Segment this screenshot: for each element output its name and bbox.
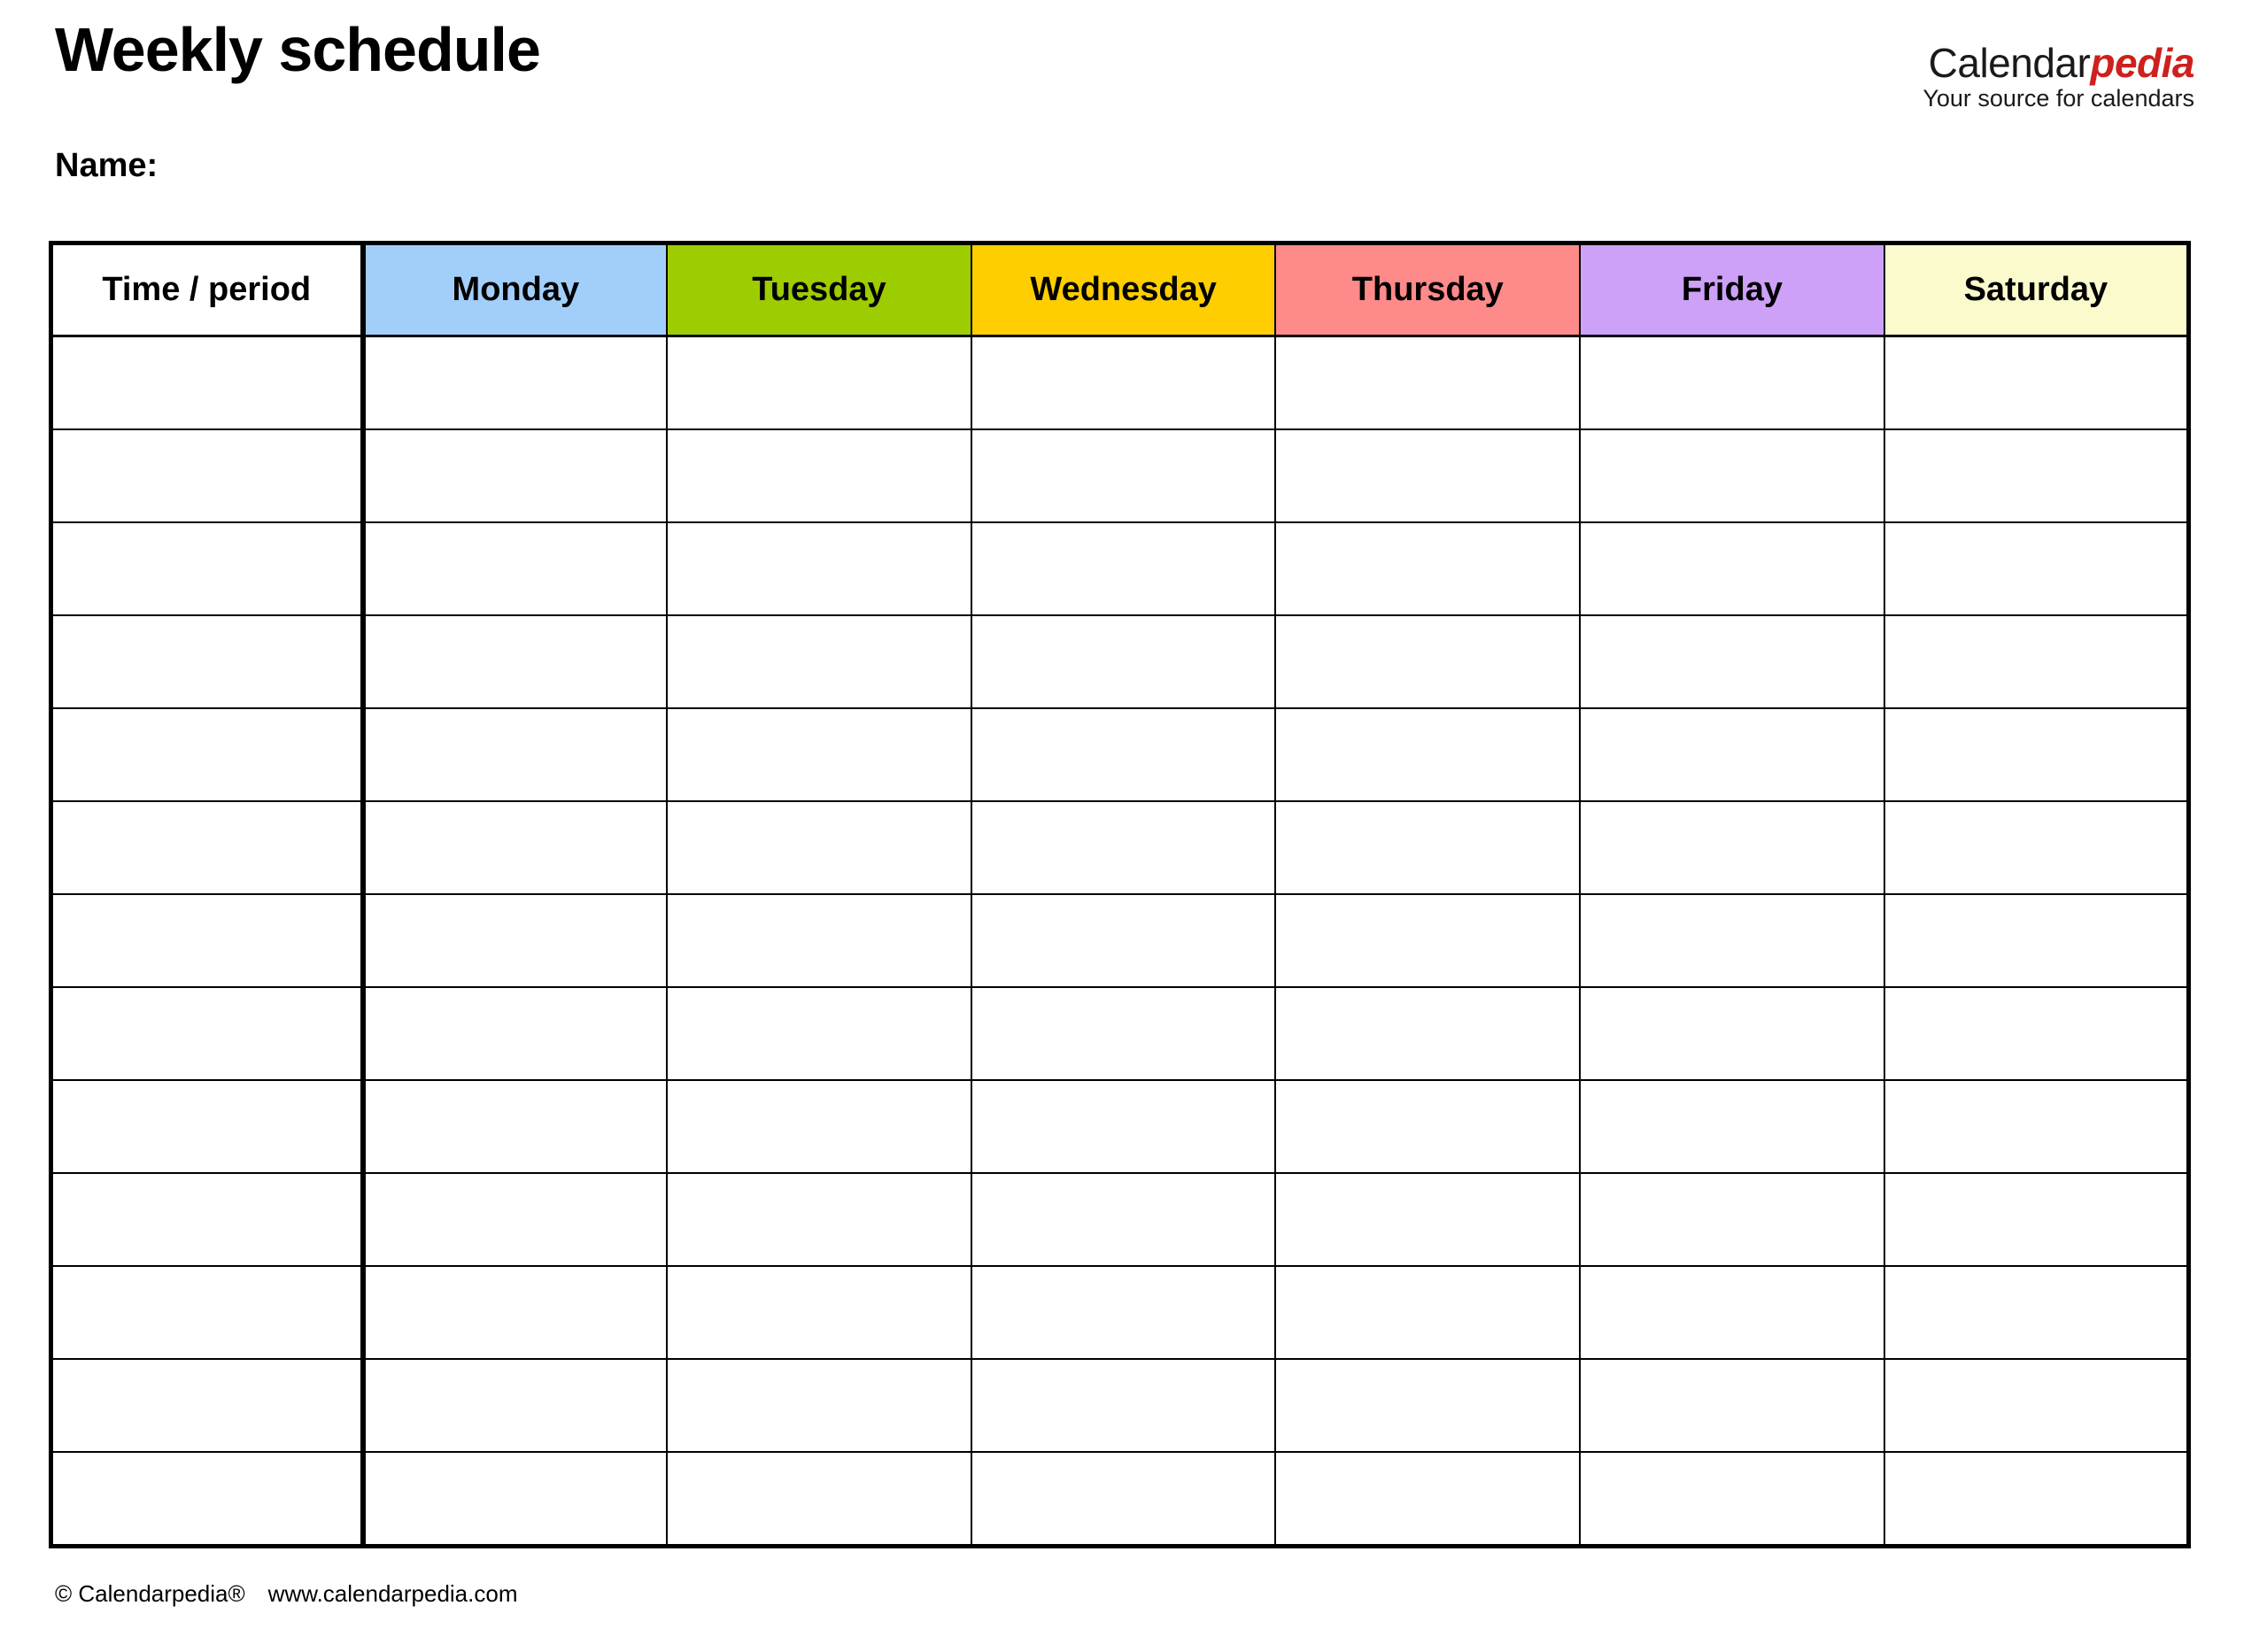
schedule-cell-tuesday[interactable]	[667, 1266, 971, 1359]
schedule-cell-wednesday[interactable]	[971, 801, 1276, 894]
time-period-cell[interactable]	[51, 1080, 363, 1173]
schedule-cell-thursday[interactable]	[1275, 894, 1580, 987]
time-period-cell[interactable]	[51, 987, 363, 1080]
time-period-cell[interactable]	[51, 522, 363, 615]
schedule-row	[51, 987, 2189, 1080]
schedule-row	[51, 1359, 2189, 1452]
schedule-cell-friday[interactable]	[1580, 894, 1884, 987]
schedule-cell-wednesday[interactable]	[971, 1173, 1276, 1266]
schedule-cell-friday[interactable]	[1580, 1173, 1884, 1266]
schedule-cell-friday[interactable]	[1580, 1452, 1884, 1547]
footer-website: www.calendarpedia.com	[267, 1580, 518, 1607]
weekly-schedule	[49, 241, 2191, 1548]
schedule-cell-friday[interactable]	[1580, 1266, 1884, 1359]
schedule-cell-friday[interactable]	[1580, 615, 1884, 708]
schedule-cell-monday[interactable]	[363, 801, 668, 894]
day-header-thursday: Thursday	[1275, 243, 1580, 336]
time-period-header: Time / period	[51, 243, 363, 336]
schedule-cell-saturday[interactable]	[1884, 708, 2189, 801]
weekly-schedule-table	[49, 241, 2191, 1548]
time-period-cell[interactable]	[51, 1173, 363, 1266]
schedule-cell-saturday[interactable]	[1884, 1359, 2189, 1452]
schedule-cell-monday[interactable]	[363, 336, 668, 430]
schedule-cell-wednesday[interactable]	[971, 708, 1276, 801]
schedule-cell-friday[interactable]	[1580, 987, 1884, 1080]
schedule-row	[51, 522, 2189, 615]
time-period-cell[interactable]	[51, 708, 363, 801]
schedule-cell-wednesday[interactable]	[971, 1452, 1276, 1547]
schedule-cell-friday[interactable]	[1580, 429, 1884, 522]
day-header-saturday: Saturday	[1884, 243, 2189, 336]
schedule-cell-tuesday[interactable]	[667, 708, 971, 801]
time-period-cell[interactable]	[51, 801, 363, 894]
schedule-cell-thursday[interactable]	[1275, 336, 1580, 430]
schedule-row	[51, 708, 2189, 801]
schedule-cell-thursday[interactable]	[1275, 708, 1580, 801]
schedule-cell-thursday[interactable]	[1275, 1173, 1580, 1266]
schedule-cell-monday[interactable]	[363, 615, 668, 708]
schedule-cell-friday[interactable]	[1580, 522, 1884, 615]
schedule-cell-wednesday[interactable]	[971, 615, 1276, 708]
schedule-cell-thursday[interactable]	[1275, 1359, 1580, 1452]
schedule-cell-monday[interactable]	[363, 522, 668, 615]
schedule-cell-tuesday[interactable]	[667, 1080, 971, 1173]
name-label: Name:	[55, 147, 159, 184]
schedule-cell-thursday[interactable]	[1275, 987, 1580, 1080]
schedule-cell-tuesday[interactable]	[667, 336, 971, 430]
schedule-row	[51, 1173, 2189, 1266]
schedule-cell-saturday[interactable]	[1884, 615, 2189, 708]
time-period-cell[interactable]	[51, 1266, 363, 1359]
schedule-cell-thursday[interactable]	[1275, 522, 1580, 615]
schedule-cell-thursday[interactable]	[1275, 1452, 1580, 1547]
day-header-tuesday: Tuesday	[667, 243, 971, 336]
schedule-row	[51, 1080, 2189, 1173]
schedule-cell-tuesday[interactable]	[667, 429, 971, 522]
schedule-row	[51, 1452, 2189, 1547]
schedule-cell-saturday[interactable]	[1884, 1173, 2189, 1266]
schedule-cell-friday[interactable]	[1580, 336, 1884, 430]
schedule-cell-thursday[interactable]	[1275, 429, 1580, 522]
schedule-cell-tuesday[interactable]	[667, 894, 971, 987]
schedule-cell-monday[interactable]	[363, 1266, 668, 1359]
schedule-cell-tuesday[interactable]	[667, 615, 971, 708]
schedule-cell-tuesday[interactable]	[667, 1452, 971, 1547]
schedule-cell-wednesday[interactable]	[971, 429, 1276, 522]
table-header-row	[51, 243, 2189, 336]
schedule-cell-wednesday[interactable]	[971, 987, 1276, 1080]
schedule-cell-monday[interactable]	[363, 894, 668, 987]
schedule-cell-saturday[interactable]	[1884, 1266, 2189, 1359]
schedule-cell-thursday[interactable]	[1275, 615, 1580, 708]
calendarpedia-logo	[1923, 42, 2194, 111]
page-title: Weekly schedule	[55, 15, 540, 84]
time-period-cell[interactable]	[51, 336, 363, 430]
schedule-cell-monday[interactable]	[363, 1080, 668, 1173]
schedule-cell-monday[interactable]	[363, 1359, 668, 1452]
schedule-cell-wednesday[interactable]	[971, 894, 1276, 987]
schedule-cell-monday[interactable]	[363, 708, 668, 801]
day-header-friday: Friday	[1580, 243, 1884, 336]
footer	[55, 1580, 517, 1608]
schedule-body	[51, 336, 2189, 1547]
schedule-cell-friday[interactable]	[1580, 801, 1884, 894]
schedule-cell-monday[interactable]	[363, 429, 668, 522]
schedule-row	[51, 429, 2189, 522]
schedule-cell-saturday[interactable]	[1884, 801, 2189, 894]
schedule-cell-tuesday[interactable]	[667, 987, 971, 1080]
schedule-cell-wednesday[interactable]	[971, 1080, 1276, 1173]
schedule-cell-friday[interactable]	[1580, 1080, 1884, 1173]
schedule-cell-saturday[interactable]	[1884, 1080, 2189, 1173]
time-period-cell[interactable]	[51, 429, 363, 522]
schedule-cell-tuesday[interactable]	[667, 522, 971, 615]
time-period-cell[interactable]	[51, 615, 363, 708]
day-header-monday: Monday	[363, 243, 668, 336]
schedule-cell-thursday[interactable]	[1275, 801, 1580, 894]
schedule-cell-wednesday[interactable]	[971, 1359, 1276, 1452]
schedule-cell-monday[interactable]	[363, 1173, 668, 1266]
schedule-row	[51, 336, 2189, 430]
logo-text-calendar: Calendar	[1928, 40, 2091, 86]
schedule-cell-monday[interactable]	[363, 987, 668, 1080]
schedule-cell-thursday[interactable]	[1275, 1266, 1580, 1359]
schedule-cell-saturday[interactable]	[1884, 987, 2189, 1080]
schedule-cell-tuesday[interactable]	[667, 1359, 971, 1452]
schedule-cell-wednesday[interactable]	[971, 522, 1276, 615]
schedule-cell-saturday[interactable]	[1884, 522, 2189, 615]
schedule-cell-thursday[interactable]	[1275, 1080, 1580, 1173]
schedule-row	[51, 615, 2189, 708]
schedule-cell-friday[interactable]	[1580, 1359, 1884, 1452]
time-period-cell[interactable]	[51, 894, 363, 987]
day-header-wednesday: Wednesday	[971, 243, 1276, 336]
logo-tagline: Your source for calendars	[1923, 85, 2194, 112]
logo-wordmark	[1923, 40, 2194, 86]
schedule-cell-monday[interactable]	[363, 1452, 668, 1547]
schedule-cell-saturday[interactable]	[1884, 429, 2189, 522]
schedule-row	[51, 1266, 2189, 1359]
schedule-cell-friday[interactable]	[1580, 708, 1884, 801]
schedule-cell-wednesday[interactable]	[971, 1266, 1276, 1359]
schedule-cell-tuesday[interactable]	[667, 801, 971, 894]
schedule-cell-wednesday[interactable]	[971, 336, 1276, 430]
logo-text-pedia: pedia	[2090, 40, 2194, 86]
schedule-row	[51, 801, 2189, 894]
time-period-cell[interactable]	[51, 1452, 363, 1547]
time-period-cell[interactable]	[51, 1359, 363, 1452]
schedule-cell-saturday[interactable]	[1884, 336, 2189, 430]
schedule-row	[51, 894, 2189, 987]
schedule-cell-tuesday[interactable]	[667, 1173, 971, 1266]
schedule-cell-saturday[interactable]	[1884, 894, 2189, 987]
schedule-cell-saturday[interactable]	[1884, 1452, 2189, 1547]
footer-copyright: © Calendarpedia®	[55, 1580, 245, 1607]
